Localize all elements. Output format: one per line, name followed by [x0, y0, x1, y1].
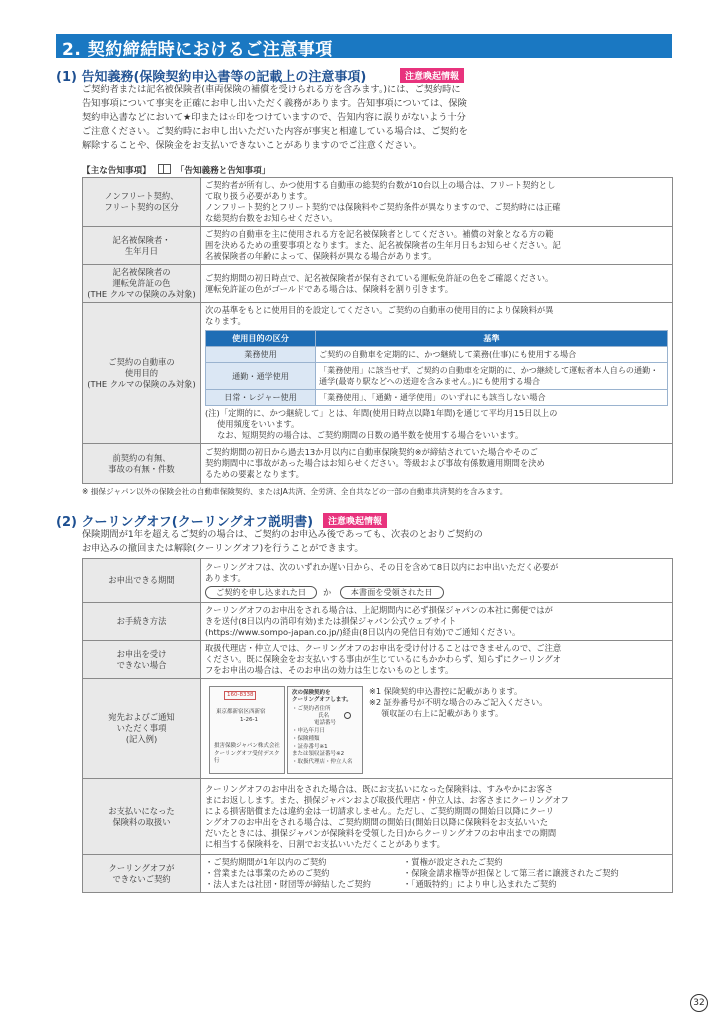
row-value: [201, 679, 673, 779]
postcard-address-side: 160-8338 東京都新宿区西新宿 1-26-1 損害保険ジャパン株式会社 クーリングオフ受付デスク 行: [209, 686, 285, 774]
subsection-1-intro: ご契約者または記名被保険者(車両保険の補償を受けられる方を含みます。)には、ご契約時に 告知事項について事実を正確にお申し出いただく義務があります。告知事項については、保険 契約申込書などにおいて★印または☆印をつけていますので、告知内容に誤りがないよう十分 ご注意ください。ご契約時にお申し出いただいた内容が事実と相違している場合は、ご契約を 解除することや、保険金をお支払いできないことがありますのでご注意ください。: [82, 84, 468, 151]
table-caption: 【主な告知事項】 「告知義務と告知事項」: [82, 166, 271, 176]
row-label: お支払いになった 保険料の取扱い: [83, 779, 201, 855]
row-value: ・ご契約期間が1年以内のご契約 ・営業または事業のためのご契約 ・法人または社団・財団等が締結したご契約 ・質権が設定されたご契約 ・保険金請求権等が担保として第三者に譲渡されたご契約 ・「通販特約」により申し込まれたご契約: [201, 855, 673, 893]
caution-badge-2: 注意喚起情報: [323, 513, 387, 528]
section-title: 2. 契約締結時におけるご注意事項: [62, 40, 333, 60]
row-label: ノンフリート契約、 フリート契約の区分: [83, 178, 201, 227]
table-row: [206, 347, 668, 363]
usage-note: (注)「定期的に、かつ継続して」とは、年間(使用日時点以降1年間)を通じて平均月15日以上の 使用頻度をいいます。 なお、短期契約の場合は、ご契約期間の日数の過半数を使用する場合をいいます。: [205, 408, 558, 440]
table-row: [83, 641, 673, 679]
subsection-1-heading: (1) 告知義務(保険契約申込書等の記載上の注意事項): [56, 70, 367, 85]
disclosure-table: [82, 177, 673, 484]
row-label: 記名被保険者の 運転免許証の色 (THE クルマの保険のみ対象): [83, 265, 201, 303]
row-label: 前契約の有無、 事故の有無・件数: [83, 444, 201, 484]
usage-criteria: 「業務使用」に該当せず、ご契約の自動車を定期的に、かつ継続して運転者本人自らの通勤・ 通学(最寄り駅などへの送迎を含みません。)にも使用する場合: [316, 363, 668, 390]
row-value: クーリングオフは、次のいずれか遅い日から、その日を含めて8日以内にお申出いただく必要が あります。 ご契約を申し込まれた日 か 本書面を受領された日: [201, 559, 673, 603]
table-row: [83, 603, 673, 641]
book-icon: [158, 164, 171, 174]
usage-criteria: 「業務使用」、「通勤・通学使用」のいずれにも該当しない場合: [316, 390, 668, 406]
row-label: クーリングオフが できないご契約: [83, 855, 201, 893]
table-row: [206, 390, 668, 406]
row-label: お申出を受け できない場合: [83, 641, 201, 679]
section-title-bar: [56, 34, 672, 58]
table-row: [83, 303, 673, 444]
row-value: ご契約者が所有し、かつ使用する自動車の総契約台数が10台以上の場合は、フリート契約とし て取り扱う必要があります。 ノンフリート契約とフリート契約では保険料やご契約条件が異なりますので、ご契約時には正確 な総契約台数をお知らせください。: [201, 178, 673, 227]
row-value: クーリングオフのお申出をされる場合は、上記期間内に必ず損保ジャパンの本社に郵便ではが きを送付(8日以内の消印有効)または損保ジャパン公式ウェブサイト (https://www.sompo-japan.co.jp/)経由(8日以内の発信日有効)でご通知ください。: [201, 603, 673, 641]
postcard-message-side: 次の保険契約を クーリングオフします。 ・ご契約者住所 氏名 電話番号 ・申込年月日 ・保険種類 ・証券番号※1 または領収証番号※2 ・取扱代理店・仲立人名: [287, 686, 363, 774]
table-row: [83, 227, 673, 265]
row-label: お申出できる期間: [83, 559, 201, 603]
subsection-2-intro: 保険期間が1年を超えるご契約の場合は、ご契約のお申込み後であっても、次表のとおりご契約の お申込みの撤回または解除(クーリングオフ)を行うことができます。: [82, 529, 483, 554]
period-option-pill: ご契約を申し込まれた日: [205, 586, 317, 599]
usage-criteria: ご契約の自動車を定期的に、かつ継続して業務(仕事)にも使用する場合: [316, 347, 668, 363]
table-row: [83, 559, 673, 603]
seal-mark-icon: [344, 712, 351, 719]
caution-badge-1: 注意喚起情報: [400, 68, 464, 83]
table-row: [83, 855, 673, 893]
postcard-notes: ※1 保険契約申込書控に記載があります。 ※2 証券番号が不明な場合のみご記入ください。 領収証の右上に記載があります。: [369, 685, 548, 718]
table-row: [206, 363, 668, 390]
subsection-2-heading: (2) クーリングオフ(クーリングオフ説明書): [56, 515, 314, 530]
row-label: 記名被保険者・ 生年月日: [83, 227, 201, 265]
table-row: [83, 679, 673, 779]
cooling-off-table: [82, 558, 673, 893]
table-row: [206, 331, 668, 347]
row-label: ご契約の自動車の 使用目的 (THE クルマの保険のみ対象): [83, 303, 201, 444]
usage-category: 日常・レジャー使用: [206, 390, 316, 406]
page-number: 32: [690, 994, 708, 1012]
usage-purpose-table: [205, 330, 668, 406]
row-label: お手続き方法: [83, 603, 201, 641]
postal-code-box: 160-8338: [224, 691, 256, 701]
row-value: 取扱代理店・仲立人では、クーリングオフのお申出を受け付けることはできませんので、ご注意 ください。既に保険金をお支払いする事由が生じているにもかかわらず、知らずにクーリングオ フをお申出の場合は、そのお申出の効力は生じないものとします。: [201, 641, 673, 679]
table-row: [83, 444, 673, 484]
row-value: ご契約期間の初日から過去13か月以内に自動車保険契約※が締結されていた場合やそのご 契約期間中に事故があった場合はお知らせください。等級および事故有係数適用期間を決め るための要素となります。: [201, 444, 673, 484]
row-value: ご契約の自動車を主に使用される方を記名被保険者としてください。補償の対象となる方の範 囲を決めるための重要事項となります。また、記名被保険者の生年月日もお知らせください。記 名被保険者の年齢によって、保険料が異なる場合があります。: [201, 227, 673, 265]
usage-category: 業務使用: [206, 347, 316, 363]
table-row: [83, 178, 673, 227]
usage-category: 通勤・通学使用: [206, 363, 316, 390]
row-value: クーリングオフのお申出をされた場合は、既にお支払いになった保険料は、すみやかにお客さ まにお返しします。また、損保ジャパンおよび取扱代理店・仲立人は、お客さまにクーリングオフ による損害賠償または違約金は一切請求しません。ただし、ご契約期間の開始日以降にクーリ ングオフのお申出をされる場合は、ご契約期間の開始日(開始日以降に保険料をお支払いいた だいたときには、損保ジャパンが保険料を受領した日)からクーリングオフのお申出までの期間 に相当する保険料を、日割でお支払いいただくことがあります。: [201, 779, 673, 855]
column-header: 使用目的の区分: [206, 331, 316, 347]
row-value: ご契約期間の初日時点で、記名被保険者が保有されている運転免許証の色をご確認ください。 運転免許証の色がゴールドである場合は、保険料を割り引きます。: [201, 265, 673, 303]
table-row: [83, 779, 673, 855]
row-value: 次の基準をもとに使用目的を設定してください。ご契約の自動車の使用目的により保険料が異 なります。 使用目的の区分 基準 業務使用 ご契約の自動車を定期的に、かつ継続して業務(仕事)にも使用する場合 通勤・通学使用 「業務使用」に該当せず、ご契約の自動車を定期的に、かつ継続して運転者本人自らの通勤・ 通学(最寄り駅などへの送迎を含みません。)にも使用する場合 日常・レジャー使用 「業務使用」、「通勤・通学使用」のいずれにも該当しない場合 (注)「定期的に、かつ継続して」とは、年間(使用日時点以降1年間)を通じて平均月15日以上の 使用頻度をいいます。 なお、短期契約の場合は、ご契約期間の日数の過半数を使用する場合をいいます。: [201, 303, 673, 444]
row-label: 宛先およびご通知 いただく事項 (記入例): [83, 679, 201, 779]
table-row: [83, 265, 673, 303]
column-header: 基準: [316, 331, 668, 347]
period-option-pill: 本書面を受領された日: [340, 586, 444, 599]
table-footnote: ※ 損保ジャパン以外の保険会社の自動車保険契約、またはJA共済、全労済、全自共などの一部の自動車共済契約を含みます。: [82, 487, 508, 496]
